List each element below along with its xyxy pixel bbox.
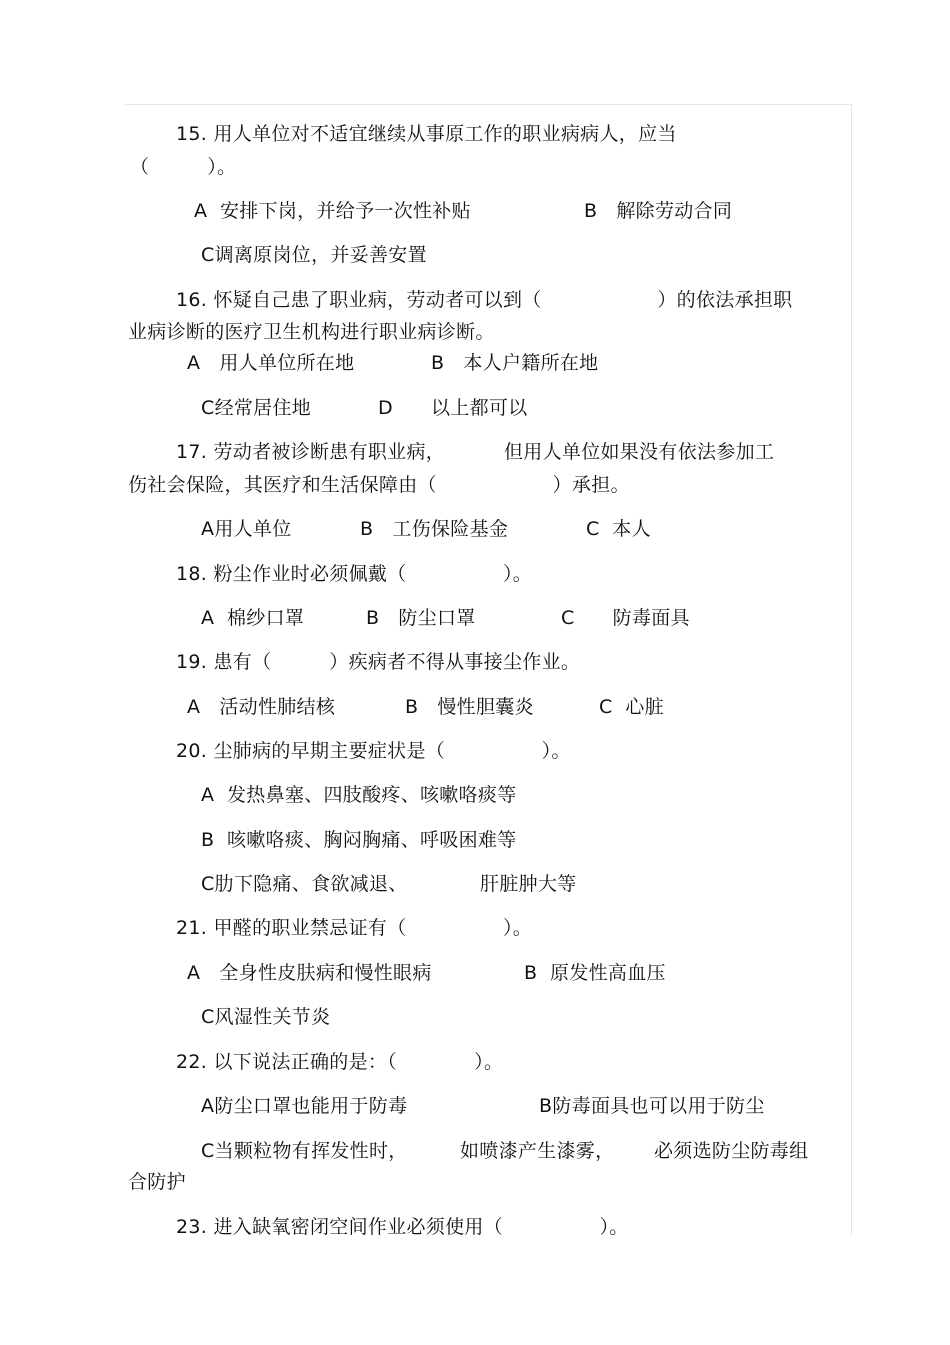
option-15-c: C调离原岗位，并妥善安置: [201, 244, 427, 266]
option-16-b: B 本人户籍所在地: [431, 352, 599, 374]
option-16-c: C经常居住地: [201, 397, 312, 419]
option-16-d: D 以上都可以: [378, 397, 528, 419]
option-22-a: A防尘口罩也能用于防毒: [201, 1095, 408, 1117]
question-16-line-1: 16. 怀疑自己患了职业病，劳动者可以到（ ）的依法承担职: [176, 289, 793, 311]
option-22-c-cont-1: 如喷漆产生漆雾，: [460, 1140, 615, 1162]
page-frame-right: [851, 104, 852, 1236]
question-21-line-1: 21. 甲醛的职业禁忌证有（ ）。: [176, 917, 533, 939]
option-19-a: A 活动性肺结核: [187, 696, 336, 718]
option-21-c: C风湿性关节炎: [201, 1006, 331, 1028]
option-20-c-cont: 肝脏肿大等: [480, 873, 577, 895]
question-15-line-1: 15. 用人单位对不适宜继续从事原工作的职业病病人，应当: [176, 123, 677, 145]
option-17-a: A用人单位: [201, 518, 292, 540]
option-20-b: B 咳嗽咯痰、胸闷胸痛、呼吸困难等: [201, 829, 517, 851]
option-18-a: A 棉纱口罩: [201, 607, 305, 629]
option-21-b: B 原发性高血压: [524, 962, 666, 984]
option-18-c: C 防毒面具: [561, 607, 690, 629]
option-21-a: A 全身性皮肤病和慢性眼病: [187, 962, 432, 984]
question-15-line-2: （ ）。: [130, 156, 237, 178]
page-frame-top: [125, 104, 851, 105]
option-19-b: B 慢性胆囊炎: [405, 696, 534, 718]
option-20-a: A 发热鼻塞、四肢酸疼、咳嗽咯痰等: [201, 784, 517, 806]
question-17-line-1-cont: 但用人单位如果没有依法参加工: [504, 441, 775, 463]
option-19-c: C 心脏: [599, 696, 664, 718]
question-20-line-1: 20. 尘肺病的早期主要症状是（ ）。: [176, 740, 571, 762]
option-15-b: B 解除劳动合同: [584, 200, 733, 222]
option-22-c: C当颗粒物有挥发性时，: [201, 1140, 408, 1162]
option-17-c: C 本人: [586, 518, 651, 540]
option-18-b: B 防尘口罩: [366, 607, 476, 629]
question-18-line-1: 18. 粉尘作业时必须佩戴（ ）。: [176, 563, 533, 585]
option-16-a: A 用人单位所在地: [187, 352, 355, 374]
option-17-b: B 工伤保险基金: [360, 518, 509, 540]
question-17-line-1: 17. 劳动者被诊断患有职业病，: [176, 441, 446, 463]
option-22-b: B防毒面具也可以用于防尘: [539, 1095, 765, 1117]
question-17-line-2: 伤社会保险，其医疗和生活保障由（ ）承担。: [128, 474, 630, 496]
question-19-line-1: 19. 患有（ ）疾病者不得从事接尘作业。: [176, 651, 581, 673]
option-20-c: C肋下隐痛、食欲减退、: [201, 873, 408, 895]
question-16-line-2: 业病诊断的医疗卫生机构进行职业病诊断。: [128, 321, 495, 343]
question-22-line-1: 22. 以下说法正确的是：（ ）。: [176, 1051, 504, 1073]
option-22-c-line-2: 合防护: [128, 1171, 186, 1193]
option-22-c-cont-2: 必须选防尘防毒组: [654, 1140, 809, 1162]
option-15-a: A 安排下岗，并给予一次性补贴: [194, 200, 471, 222]
question-23-line-1: 23. 进入缺氧密闭空间作业必须使用（ ）。: [176, 1216, 629, 1238]
